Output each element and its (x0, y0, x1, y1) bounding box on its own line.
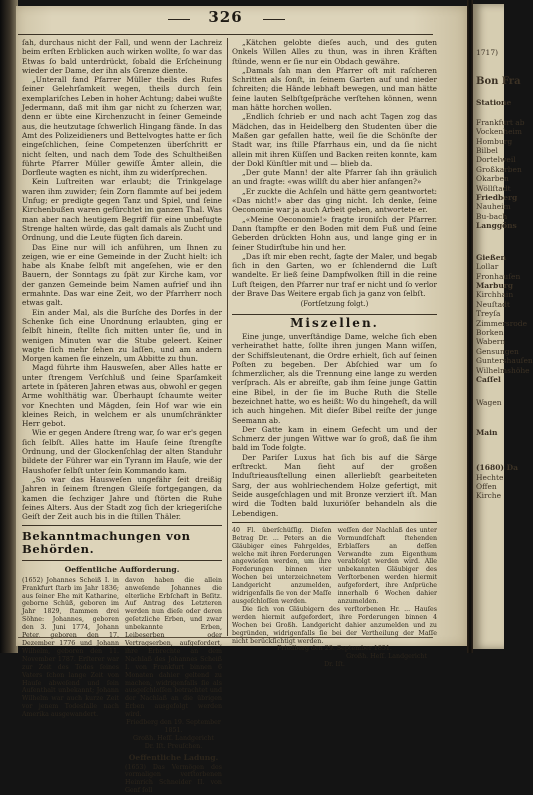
edge-text-line: Frankfurt ab (476, 117, 525, 127)
edge-text-line: Bu-bach (476, 211, 508, 221)
edge-text-line: Gießen (476, 252, 506, 262)
notice-signature: Dr. Iſt. (324, 661, 345, 669)
edge-text-line: Offen (476, 482, 497, 491)
section-rule (232, 522, 437, 523)
edge-text-line: Gensungen (476, 346, 519, 356)
page-number: 326 (208, 8, 243, 26)
edge-text-line: Lollar (476, 262, 499, 272)
edge-text-line: Wabern (476, 337, 506, 347)
edge-text-line: Wilhelmshöhe (476, 365, 530, 375)
footer-rule (18, 637, 433, 638)
paragraph: „Unterall fand Pfarrer Müller theils des Rufes ſeiner Gelehrſamkeit wegen, theils durch ſein exemplariſches Leben in hoher Achtung; dabei wußte Jedermann, daß mit ihm gar nicht zu ſcherzen war, denn er übte eine Kirchenzucht in ſeiner Gemeinde aus, die heutzutage ſchwerlich Hingang fände. In das Amt des Polizeidieners und Bettelvogtes hatte er ſich eingeſchlichen, ſeine Competenzen überſchritt er nicht ſelten, und nach dem Tode des Schultheißen führte Pfarrer Müller gewiſſe Ämter allein, die Dorfleute wagten es nicht, ihm zu widerſprechen. (22, 75, 223, 178)
header-dash-right (263, 19, 285, 20)
notices-heading: Bekanntmachungen von Behörden. (22, 529, 191, 557)
paragraph: „«Meine Oeconomie!» fragte ironiſch der Pfarrer. Dann ſtampfte er den Boden mit dem Fuß und ſeine Geberden drückten Hohn aus, und lange ging er in ſeiner Studirſtube hin und her. (232, 214, 437, 252)
notice-subcolumns (22, 577, 222, 795)
notice-text: Die ſich von Gläubigern des verſtorbenen Hr. ... Hauſes werden hiermit aufgefordert, ihre Forderungen binnen 4 Wochen bei Großh. Landgericht dahier anzumelden und zu begründen, widrigenfalls ſie bei der Vertheilung der Maſſe nicht berückſichtigt werden. (232, 605, 437, 645)
edge-text-line: Homburg (476, 136, 513, 146)
paragraph: Wie er gegen Andere ſtreng war, ſo war er's gegen ſich ſelbſt. Alles hatte im Hauſe ſeine ſtrengſte Ordnung, und der Glockenſchlag der alten Standuhr bildete der Führer war ein Tyrann im Hauſe, wie der Haushofer ſelbſt unter ſein Kommando kam. (22, 428, 222, 475)
edge-text-line: Kirche (476, 491, 502, 501)
edge-text-line: Hechte (476, 472, 504, 482)
edge-text-line: Fronhauſen (476, 271, 521, 281)
notice-subheading: Oeffentliche Aufforderung. (64, 565, 180, 575)
notice-body: davon haben die allein anweſende Johannes die elterliche Erbſchaft in Beſitz. Auf Antrag des Letzteren werden nun dieſe oder deren geſetzliche Erben, und zwar unbekannte Erben, Leibeserben oder Vertragserben, aufgefordert, ihre Erbrechte an dem Nachlaß des Johannes Scheiß I. von Frankfurt binnen 6 Monaten dahier geltend zu machen, widrigenfalls ſie als ausgeſchloſſen betrachtet und der Nachlaß an die übrigen Erben ausgefolgt werden wird. (125, 576, 222, 719)
header-rule (18, 34, 433, 35)
edge-text-line: Main (476, 427, 498, 437)
paragraph: Der Pariſer Luxus hat ſich bis auf die Särge erſtreckt. Man ſieht auf der großen Induſtrieausſtellung einen allerliebſt gearbeiteten Sarg, der aus wohlriechendem Holze gefertigt, mit Seide ausgeſchlagen und mit Bronze verziert iſt. Man wird die Todten bald luxuriöſer behandeln als die Lebendigen. (232, 452, 437, 518)
paragraph: Das Eine nur will ich anführen, um Ihnen zu zeigen, wie er eine Gemeinde in der Zucht hielt: ich habe als Knabe ſelbſt mit angeſehen, wie er den Bauern, der Sonntags zu ſpät zur Kirche kam, vor der ganzen Gemeinde beim Namen aufrief und ihn ermahnte. Das war eine Zeit, wo der Pfarrherr noch etwas galt. (22, 242, 222, 308)
edge-text-line: Langgöns (476, 221, 517, 231)
edge-text-line: 1717) (476, 48, 499, 57)
edge-text-line: Nauheim (476, 202, 511, 212)
notice-office: Großh. Heſſ. Landgericht (133, 734, 214, 742)
signature-name: Preuſchen. (167, 742, 203, 750)
paragraph: ſah, durchaus nicht der Fall, und wenn der Lachreiz beim erſten Erblicken auch wirken wollte, ſo war das Etwas ſo bald unterdrückt, ſobald die Erſcheinung wieder der Dame, der ihn als Grenze diente. (22, 38, 222, 75)
notice-signature (125, 743, 222, 751)
edge-text-line: Kirchhain (476, 290, 514, 300)
edge-text-line: Bon Fra (476, 76, 521, 88)
section-title: Miszellen. (290, 315, 379, 330)
paragraph: Der Gatte kam in einem Gefecht um und der Schmerz der jungen Wittwe war ſo groß, daß ſie ihm bald im Tode folgte. (232, 424, 437, 453)
edge-text-line: Okarben (476, 174, 509, 184)
paragraph: Eine junge, unverſtändige Dame, welche ſich eben verheirathet hatte, ſollte ihren jungen Mann wiſſen, der Schiffsleutenant, die Ordre erhielt, ſich auf ſeinen Poſten zu begeben. Der Abſchied war um ſo ſchmerzlicher, als die Trennung eine lange zu werden verſprach. Als er abreiſte, gab ihm ſeine junge Gattin eine Bibel, in der ſie im Buche Ruth die Stelle bezeichnet hatte, wo es heißt: Wo du hingeheſt, da will ich auch hingehen. Mit dieſer Bibel reiſte der junge Seemann ab. (232, 331, 438, 425)
edge-text-line: Marburg (476, 280, 514, 290)
edge-text-line: Friedberg (476, 193, 518, 203)
section-rule (232, 314, 437, 315)
edge-text-line: Vockenheim (476, 127, 523, 137)
edge-text-line: Borken (476, 327, 504, 337)
paragraph: „Er zuckte die Achſeln und hätte gern geantwortet: «Das nicht!» aber das ging nicht. Ich denke, ſeine Oeconomie war ja auch Arbeit geben, antwortete er. (232, 186, 437, 215)
notice-text: (1652) Johannes Scheiß I. in Frankfurt ſtarb im Jahr 1836; aus ſeiner Ehe mit Katharine, geborne Schüß, geboren im Jahr 1829, ſtammen drei Söhne: Johannes, geboren den 3. Juni 1774, Johann Peter, geboren den 17. Dezember 1776 und Johann Wilhelm, geboren den 11. November 1787. Erſterer war zur Zeit des Todes ſeines Vaters ſchon lange Zeit von Hauſe abweſend und ſein Aufenthalt unbekannt; Johann Wilhelm war auch kurze Zeit vor jenem Todesfalle nach Amerika ausgewandert. (22, 576, 119, 719)
edge-text-line: Wagen (476, 398, 502, 408)
continuation-note: (Fortſetzung folgt.) (300, 300, 369, 309)
right-column (232, 38, 438, 669)
paragraph: „Endlich ſchrieb er und nach acht Tagen zog das Mädchen, das in Heidelberg den Studenten über die Maßen gar gefallen hatte, weil ſie die Schönſte der Stadt war, ins ſtille Pfarrhaus ein, und da ſie nicht allein mit ihren Küſſen und Backen reiten konnte, kam der Dokl Künſtler mit und — blieb da. (232, 112, 437, 168)
paragraph: „Damals ſah man den Pfarrer oft mit raſcheren Schritten als ſonſt, in ſeinem Garten auf und nieder ſchreiten; die Hände lebhaft bewegen, und man hätte ſeine lauten Selbſtgeſpräche verſtehen können, wenn man hätte horchen wollen. (232, 65, 437, 113)
paragraph: „Das iſt mir eben recht, ſagte der Maler, und begab ſich in den Garten, wo er ſchlendernd die Luſt wandelte. Er ließ ſeine Dampfwolken ſtill in die reine Luft ſteigen, den Pfarrer nur traf er nicht und ſo verlor der Brave Das Weitere ergab ſich ja ganz von ſelbſt. (232, 251, 437, 299)
edge-text-line: Caſſel (476, 374, 501, 384)
paragraph: „Kätchen gelobte dieſes auch, und des guten Onkels Willen Alles zu thun, was in ihren Kräften ſtünde, wenn er ſie nur ein Obdach gewähre. (232, 38, 437, 66)
paragraph: Kein Luſtreiten war erlaubt; die Trinkgelage waren ihm zuwider; ſein Zorn flammte auf bei jedem Unfug; er predigte gegen Tanz und Spiel, und ſeine Kirchenbußen waren gefürchtet im ganzen Thal. Was man aber nach heutigem Begriff für eine unbefugte Strenge halten würde, das galt damals als Zucht und Ordnung, und die Leute fügten ſich darein. (22, 177, 222, 243)
section-rule (22, 560, 222, 561)
edge-text-line: Statione (476, 98, 512, 108)
paragraph: „So war das Hausweſen ungefähr ſeit dreißig Jahren in ſeinem ſtrengen Gleiſe fortgegangen, da kamen die ſechziger Jahre und ſtörten die Ruhe ſeines Alters. Aus der Stadt zog ſich der kriegeriſche Geiſt der Zeit auch bis in die ſtillen Thäler. (22, 474, 222, 522)
paragraph: „Der gute Mann! der alte Pfarrer ſah ihn gräulich an und fragte: «was willſt du aber hier anfangen?» (232, 168, 437, 187)
edge-text-line: Zimmersrode (476, 318, 528, 328)
adjacent-page-edge (473, 4, 533, 649)
edge-text-line: Bilbel (476, 146, 498, 156)
notice-date: Friedberg den 19. September 1851. (126, 719, 221, 734)
notice-body: (1653) Das Vermögen des vormaligen verſtorbenen Heinrich Schneider II. von Genf ſoll (125, 763, 222, 795)
edge-text-line: Guntershauſen (476, 356, 533, 366)
notice-date: Friedberg den 29. September 1851. (277, 645, 392, 653)
column-divider (227, 38, 228, 636)
edge-text-line: Neuſtadt (476, 299, 510, 309)
notice-subheading: Oeffentliche Ladung. (128, 752, 219, 762)
edge-text-line: Treyſa (476, 309, 501, 319)
edge-text-line: Wöllſtadt (476, 183, 511, 193)
notice-text: weſſen der Nachlaß des unter Vormundſchaft ſtehenden Erblaſſers an deſſen Verwandte zum Eigenthum verabfolgt werden wird. Alle unbekannten Gläubiger des Verſtorbenen werden hiermit aufgefordert, ihre Anſprüche innerhalb 6 Wochen dahier anzumelden. (337, 526, 437, 605)
left-column (22, 38, 223, 795)
notice-text (125, 577, 222, 795)
notice-subcolumns (232, 527, 437, 606)
page-header (18, 6, 433, 34)
signature-name: Dr. Iſt. (144, 742, 166, 750)
edge-text-line: (1680) Da (476, 463, 518, 473)
edge-text-line: Großkarben (476, 164, 522, 174)
paragraph: Magd führte ihm Hausweſen, aber Alles hatte er unter ſtrengem Verſchluß und ſeine Sparſamkeit artete in ſpäteren Jahren etwas aus, obwohl er gegen Arme wohlthätig war. Überhaupt ſchaumte weiter vor Knechten und Mägden, ſein Hof war wie ein kleines Reich, in welchem er als unumſchränkter Herr gebot. (22, 363, 222, 429)
section-rule (22, 525, 222, 526)
notice-office: Großh. Heſſ. Landgericht (346, 653, 427, 661)
notice-text: 40 Fl. überſchüſſig. Dieſen Betrag Dr. ... Peters an die Gläubiger eines Fahrgeldes, welche mit ihren Forderungen angewieſen werden, um ihre Forderungen binnen vier Wochen bei unterzeichnetem Landgericht anzumelden, widrigenfalls ſie von der Maſſe ausgeſchloſſen werden. (232, 526, 332, 605)
paragraph: Ein ander Mal, als die Burſche des Dorfes in der Schenke ſich eine Unordnung erlaubten, ging er ſelbſt hinein, ſtellte ſich mitten unter ſie, und in wenigen Minuten war die Stube geleert. Keiner wagte ſich mehr ſehen zu laſſen, und am andern Morgen kamen ſie einzeln, um Abbitte zu thun. (22, 307, 222, 364)
edge-text-line: Dortelweil (476, 155, 516, 165)
